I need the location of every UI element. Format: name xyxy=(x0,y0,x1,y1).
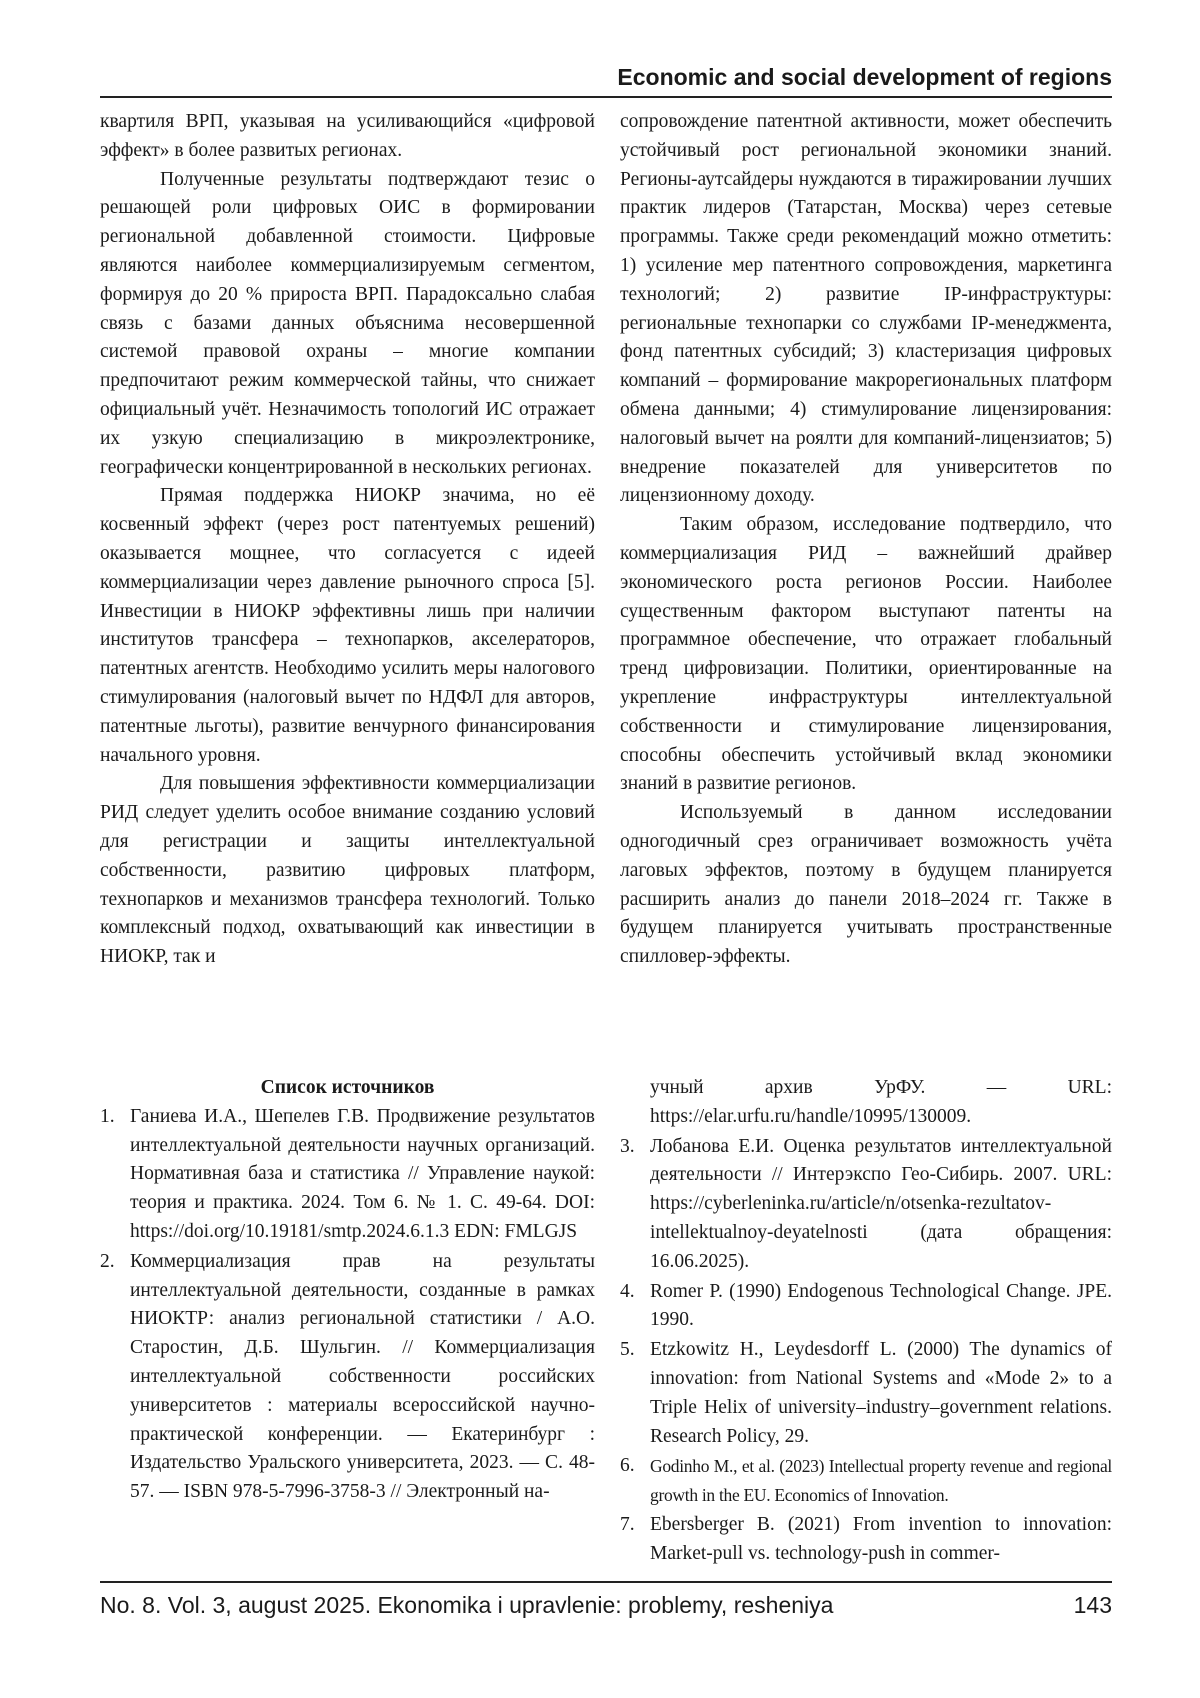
footer-citation: No. 8. Vol. 3, august 2025. Ekonomika i upravlenie: problemy, resheniya xyxy=(100,1592,834,1618)
reference-text: Romer P. (1990) Endogenous Technological Change. JPE. 1990. xyxy=(650,1280,1112,1331)
paragraph: сопровождение патентной активности, может обеспечить устойчивый рост региональной экономики знаний. Регионы-аутсайдеры нуждаются в тиражировании лучших практик лидеров (Татарстан, Москва) через сетевые программы. Также среди рекомендаций можно отметить: 1) усиление мер патентного сопровождения, маркетинга технологий; 2) развитие IP-инфраструктуры: региональные технопарки со службами IP-менеджмента, фонд патентных субсидий; 3) кластеризация цифровых компаний – формирование макрорегиональных платформ обмена данными; 4) стимулирование лицензирования: налоговый вычет на роялти для компаний-лицензиатов; 5) внедрение показателей для университетов по лицензионному доходу. xyxy=(620,111,1112,507)
reference-text: Лобанова Е.И. Оценка результатов интеллектуальной деятельности // Интерэкспо Гео-Сибирь. 2007. URL: https://cyberleninka.ru/article/n/otsenka-rezultatov-intellektualnoy-deyatelnosti (дата обращения: 16.06.2025). xyxy=(650,1135,1112,1272)
footer-rule xyxy=(100,1581,1112,1583)
references-left-column xyxy=(100,1074,595,1508)
left-text-column xyxy=(100,108,595,972)
paragraph: квартиля ВРП, указывая на усиливающийся «цифровой эффект» в более развитых регионах. xyxy=(100,111,595,161)
reference-text: Godinho M., et al. (2023) Intellectual property revenue and regional growth in the EU. Economics of Innovation. xyxy=(650,1456,1112,1506)
reference-number: 4. xyxy=(620,1280,635,1302)
paragraph: Полученные результаты подтверждают тезис о решающей роли цифровых ОИС в формировании региональной добавленной стоимости. Цифровые являются наиболее коммерциализируемым сегментом, формируя до 20 % прироста ВРП. Парадоксально слабая связь с базами данных объяснима несовершенной системой правовой охраны – многие компании предпочитают режим коммерческой тайны, что снижает официальный учёт. Незначимость топологий ИС отражает их узкую специализацию в микроэлектронике, географически концентрированной в нескольких регионах. xyxy=(100,168,595,478)
reference-text: Etzkowitz H., Leydesdorff L. (2000) The dynamics of innovation: from National Systems and «Mode 2» to a Triple Helix of university–industry–government relations. Research Policy, 29. xyxy=(650,1339,1112,1447)
paragraph: Прямая поддержка НИОКР значима, но её косвенный эффект (через рост патентуемых решений) оказывается мощнее, что согласуется с идеей коммерциализации через давление рыночного спроса [5]. Инвестиции в НИОКР эффективны лишь при наличии институтов трансфера – технопарков, акселераторов, патентных агентств. Необходимо усилить меры налогового стимулирования (налоговый вычет по НДФЛ для авторов, патентные льготы), развитие венчурного финансирования начального уровня. xyxy=(100,485,595,766)
paragraph: Для повышения эффективности коммерциализации РИД следует уделить особое внимание созданию условий для регистрации и защиты интеллектуальной собственности, развитию цифровых платформ, технопарков и механизмов трансфера технологий. Только комплексный подход, охватывающий как инвестиции в НИОКР, так и xyxy=(100,773,595,968)
reference-number: 5. xyxy=(620,1339,635,1361)
page-number: 143 xyxy=(1073,1592,1112,1618)
reference-item xyxy=(620,1511,1112,1569)
journal-title: Economic and social development of regions xyxy=(617,64,1112,90)
reference-number: 7. xyxy=(620,1513,635,1535)
reference-number: 2. xyxy=(100,1250,115,1272)
reference-item xyxy=(100,1248,595,1507)
reference-text: учный архив УрФУ. — URL: https://elar.urfu.ru/handle/10995/130009. xyxy=(650,1077,1112,1127)
reference-item xyxy=(620,1452,1112,1510)
paragraph: Используемый в данном исследовании одногодичный срез ограничивает возможность учёта лаговых эффектов, поэтому в будущем планируется расширить анализ до панели 2018–2024 гг. Также в будущем планируется учитывать пространственные спилловер-эффекты. xyxy=(620,802,1112,968)
reference-item xyxy=(620,1278,1112,1336)
reference-item xyxy=(620,1336,1112,1451)
reference-number: 1. xyxy=(100,1105,115,1127)
reference-text: Ганиева И.А., Шепелев Г.В. Продвижение результатов интеллектуальной деятельности научных организаций. Нормативная база и статистика // Управление наукой: теория и практика. 2024. Том 6. № 1. С. 49-64. DOI: https://doi.org/10.19181/smtp.2024.6.1.3 EDN: FMLGJS xyxy=(130,1105,595,1242)
reference-number: 3. xyxy=(620,1135,635,1157)
reference-text: Коммерциализация прав на результаты интеллектуальной деятельности, созданные в рамках НИОКТР: анализ региональной статистики / А.О. Старостин, Д.Б. Шульгин. // Коммерциализация интеллектуальной собственности российских университетов : материалы всероссийской научно-практической конференции. — Екатеринбург : Издательство Уральского университета, 2023. — С. 48-57. — ISBN 978-5-7996-3758-3 // Электронный на- xyxy=(130,1250,595,1503)
reference-number: 6. xyxy=(620,1455,635,1477)
reference-continuation xyxy=(620,1074,1112,1132)
reference-item xyxy=(620,1133,1112,1277)
reference-text: Ebersberger B. (2021) From invention to innovation: Market-pull vs. technology-push in commer- xyxy=(650,1513,1112,1564)
references-title: Список источников xyxy=(260,1077,435,1098)
paragraph: Таким образом, исследование подтвердило, что коммерциализация РИД – важнейший драйвер экономического роста регионов России. Наиболее существенным фактором выступают патенты на программное обеспечение, что отражает глобальный тренд цифровизации. Политики, ориентированные на укрепление инфраструктуры интеллектуальной собственности и стимулирование лицензирования, способны обеспечить устойчивый вклад экономики знаний в развитие регионов. xyxy=(620,514,1112,795)
right-text-column xyxy=(620,108,1112,972)
reference-item xyxy=(100,1103,595,1247)
references-right-column xyxy=(620,1074,1112,1570)
header-rule xyxy=(100,96,1112,98)
